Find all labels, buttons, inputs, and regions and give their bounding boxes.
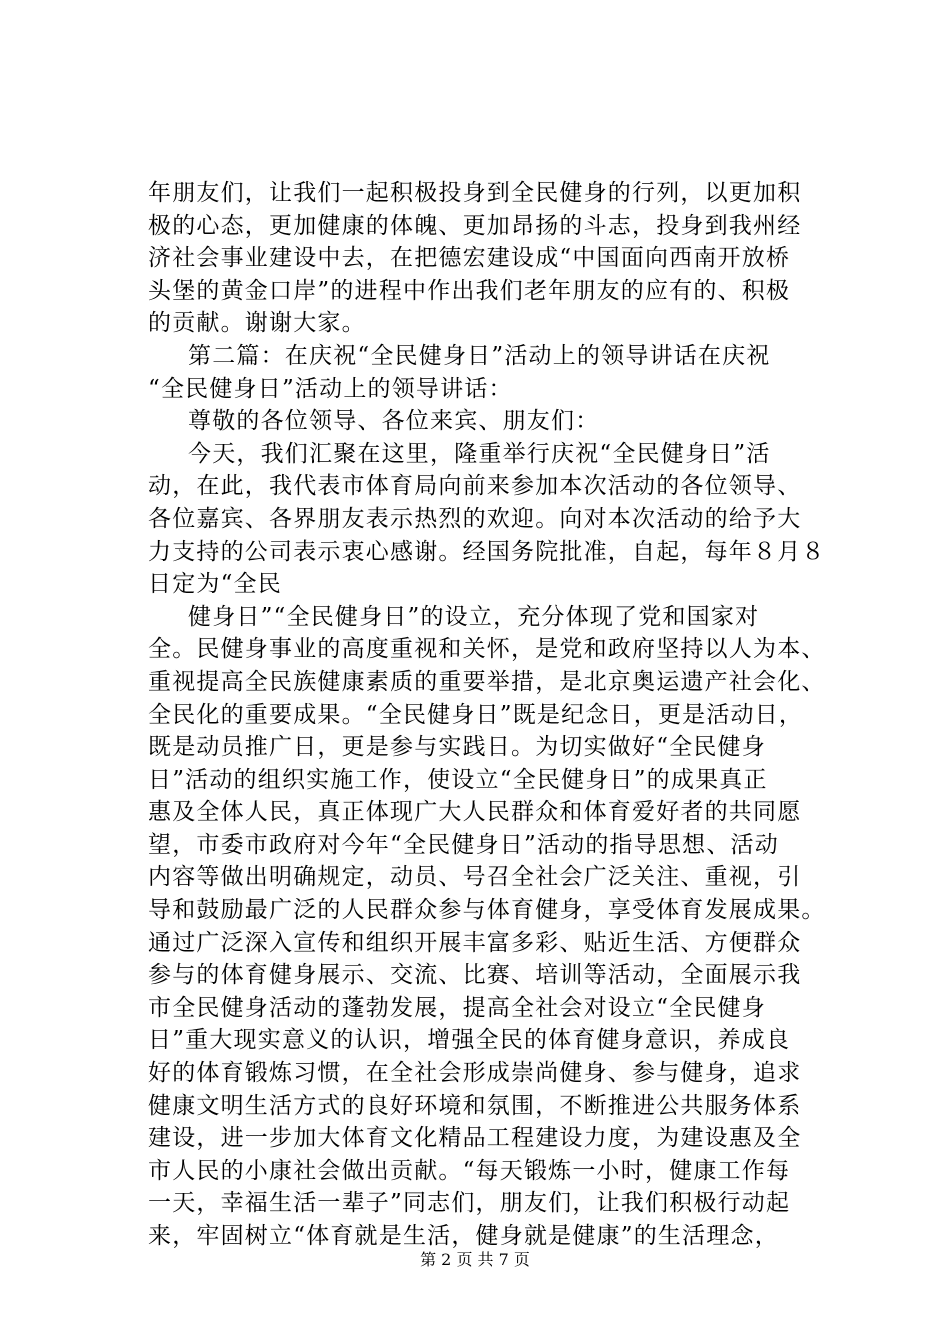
text-line: 重视提高全民族健康素质的重要举措，是北京奥运遗产社会化、 <box>148 668 826 695</box>
text-line: 健康文明生活方式的良好环境和氛围，不断推进公共服务体系 <box>148 1092 802 1119</box>
body-text <box>148 177 838 1253</box>
text-line: 全民化的重要成果。“全民健身日”既是纪念日，更是活动日， <box>148 701 804 728</box>
text-line: 全。民健身事业的高度重视和关怀，是党和政府坚持以人为本、 <box>148 636 826 663</box>
text-line: 的贡献。谢谢大家。 <box>148 310 366 337</box>
text-line: 日”活动的组织实施工作，使设立“全民健身日”的成果真正 <box>148 766 768 793</box>
text-line: 今天，我们汇聚在这里，隆重举行庆祝“全民健身日”活 <box>188 440 771 467</box>
text-line: 好的体育锻炼习惯，在全社会形成崇尚健身、参与健身，追求 <box>148 1060 802 1087</box>
text-line: 日定为“全民 <box>148 571 282 598</box>
text-line: 力支持的公司表示衷心感谢。经国务院批准，自起，每年８月８ <box>148 538 826 565</box>
text-line: 望，市委市政府对今年“全民健身日”活动的指导思想、活动 <box>148 831 779 858</box>
text-line: 来，牢固树立“体育就是生活，健身就是健康”的生活理念， <box>148 1223 779 1249</box>
text-line: 头堡的黄金口岸”的进程中作出我们老年朋友的应有的、积极 <box>148 277 791 304</box>
text-line: 健身日”“全民健身日”的设立，充分体现了党和国家对 <box>188 603 760 630</box>
text-line: 尊敬的各位领导、各位来宾、朋友们： <box>188 408 600 435</box>
text-line: 市人民的小康社会做出贡献。“每天锻炼一小时，健康工作每 <box>148 1157 791 1184</box>
page-footer: 第 2 页 共 7 页 <box>420 1250 530 1269</box>
text-line: 动，在此，我代表市体育局向前来参加本次活动的各位领导、 <box>148 473 802 500</box>
text-line: 济社会事业建设中去，在把德宏建设成“中国面向西南开放桥 <box>148 245 791 272</box>
text-line: 导和鼓励最广泛的人民群众参与体育健身，享受体育发展成果。 <box>148 897 826 924</box>
text-line: 参与的体育健身展示、交流、比赛、培训等活动，全面展示我 <box>148 962 802 989</box>
text-line: “全民健身日”活动上的领导讲话： <box>148 375 513 402</box>
text-line: 日”重大现实意义的认识，增强全民的体育健身意识，养成良 <box>148 1027 791 1054</box>
text-line: 极的心态，更加健康的体魄、更加昂扬的斗志，投身到我州经 <box>148 212 802 239</box>
text-line: 既是动员推广日，更是参与实践日。为切实做好“全民健身 <box>148 734 766 761</box>
text-line: 建设，进一步加大体育文化精品工程建设力度，为建设惠及全 <box>148 1125 802 1152</box>
text-line: 市全民健身活动的蓬勃发展，提高全社会对设立“全民健身 <box>148 994 766 1021</box>
text-line: 一天，幸福生活一辈子”同志们，朋友们，让我们积极行动起 <box>148 1190 791 1217</box>
text-line: 惠及全体人民，真正体现广大人民群众和体育爱好者的共同愿 <box>148 799 802 826</box>
text-line: 各位嘉宾、各界朋友表示热烈的欢迎。向对本次活动的给予大 <box>148 505 802 532</box>
text-line: 通过广泛深入宣传和组织开展丰富多彩、贴近生活、方便群众 <box>148 929 802 956</box>
text-line: 内容等做出明确规定，动员、号召全社会广泛关注、重视，引 <box>148 864 802 891</box>
text-line: 年朋友们，让我们一起积极投身到全民健身的行列，以更加积 <box>148 180 802 206</box>
text-line: 第二篇：在庆祝“全民健身日”活动上的领导讲话在庆祝 <box>188 342 771 369</box>
